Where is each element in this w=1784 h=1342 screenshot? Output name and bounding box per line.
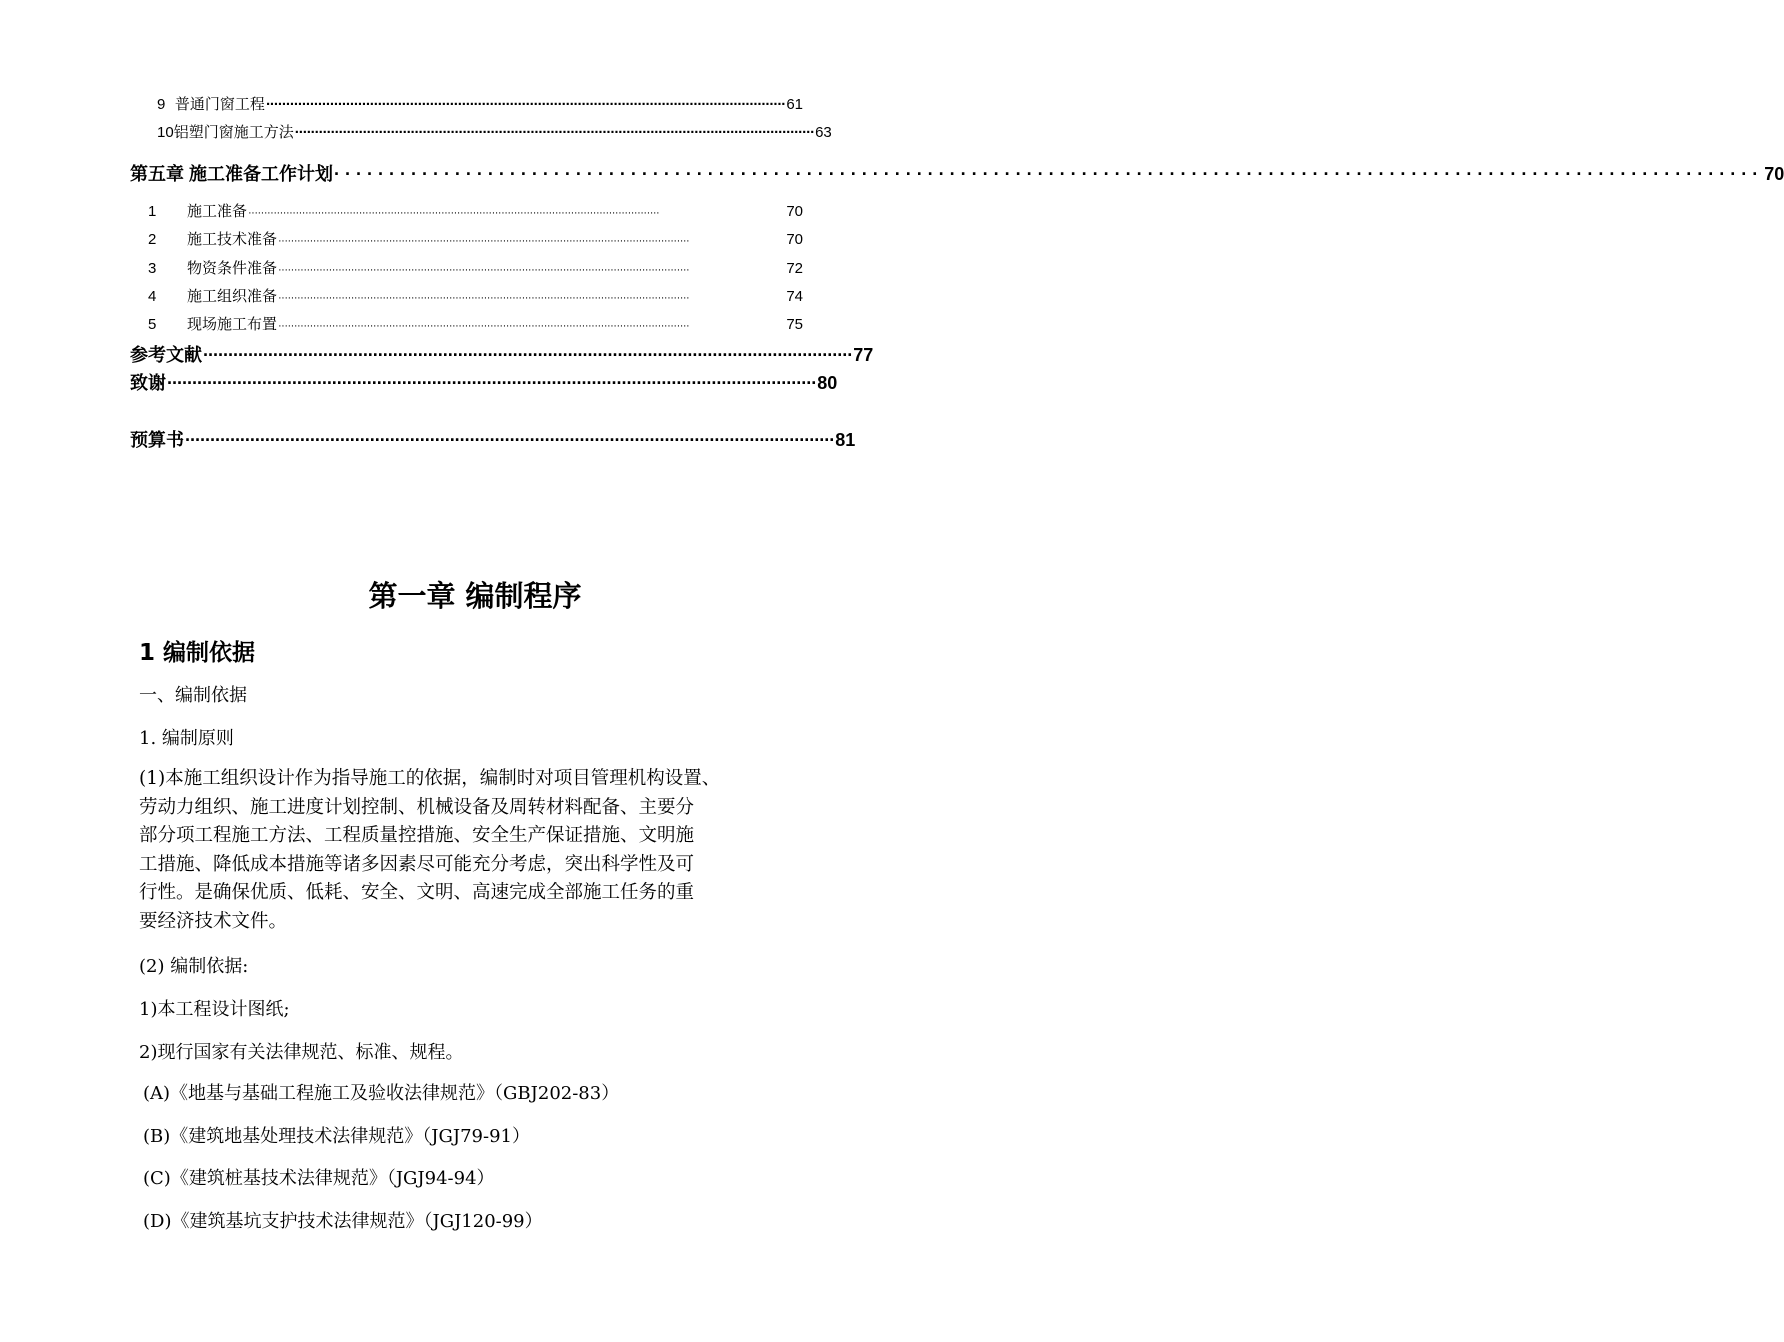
item-title: 1. 编制原则 — [139, 728, 234, 749]
toc-item[interactable] — [148, 313, 803, 334]
toc-item-number: 9 — [157, 96, 166, 113]
toc-item-page: 74 — [786, 288, 803, 305]
toc-dot-leader: ·································································································································· — [203, 345, 853, 365]
toc-chapter-title: 第五章 施工准备工作计划 — [130, 164, 333, 184]
standard-item: (C)《建筑桩基技术法律规范》（JGJ94-94） — [143, 1168, 495, 1189]
toc-item-number: 1 — [148, 203, 157, 220]
toc-thanks-title: 致谢 — [130, 373, 166, 393]
toc-references-page: 77 — [853, 345, 874, 365]
toc-item-number: 4 — [148, 288, 157, 305]
toc-chapter[interactable] — [130, 160, 1784, 186]
toc-item[interactable] — [157, 93, 803, 114]
basis-line: 2)现行国家有关法律规范、标准、规程。 — [139, 1042, 464, 1063]
toc-item[interactable] — [157, 121, 832, 142]
toc-budget-page: 81 — [835, 430, 856, 450]
item-title: (2) 编制依据: — [139, 956, 249, 977]
section-title: 1 编制依据 — [139, 640, 256, 666]
toc-item[interactable] — [148, 200, 803, 221]
toc-item-title: 施工准备 — [187, 203, 248, 220]
toc-item-page: 63 — [815, 124, 832, 141]
toc-dot-leader: ·································································································································· — [278, 264, 690, 276]
toc-item-page: 75 — [786, 316, 803, 333]
chapter-title: 第一章 编制程序 — [368, 579, 582, 613]
toc-references-title: 参考文献 — [130, 345, 202, 365]
toc-item-title: 现场施工布置 — [187, 316, 278, 333]
toc-references[interactable] — [130, 341, 874, 367]
toc-dot-leader: ·································································································································· — [248, 207, 660, 219]
toc-thanks[interactable] — [130, 369, 838, 395]
paragraph-line: 要经济技术文件。 — [139, 910, 288, 932]
toc-item-page: 72 — [786, 260, 803, 277]
toc-dot-leader: ·································································································································· — [294, 124, 815, 141]
standard-item: (D)《建筑基坑支护技术法律规范》（JGJ120-99） — [143, 1211, 543, 1232]
toc-dot-leader: ·································································································································· — [185, 430, 835, 450]
subsection-title: 一、编制依据 — [139, 685, 247, 706]
toc-item-number: 10 — [157, 124, 174, 141]
toc-dot-leader: ·································································································································· — [278, 320, 690, 332]
toc-budget-title: 预算书 — [130, 430, 184, 450]
paragraph — [139, 765, 839, 936]
toc-chapter-page: 70 — [1764, 164, 1784, 184]
standard-item: (A)《地基与基础工程施工及验收法律规范》（GBJ202-83） — [143, 1083, 620, 1104]
toc-item-page: 70 — [786, 203, 803, 220]
toc-dot-leader: ·································································································································· — [278, 235, 690, 247]
paragraph-line: 部分项工程施工方法、工程质量控措施、安全生产保证措施、文明施 — [139, 825, 695, 846]
toc-item-page: 61 — [786, 96, 803, 113]
toc-item-number: 3 — [148, 260, 157, 277]
paragraph-line: (1)本施工组织设计作为指导施工的依据，编制时对项目管理机构设置、 — [139, 768, 721, 789]
toc-dot-leader: ·································································································································· — [265, 96, 786, 113]
toc-item-page: 70 — [786, 231, 803, 248]
toc-item-title: 普通门窗工程 — [174, 96, 265, 113]
toc-item-number: 2 — [148, 231, 157, 248]
toc-dot-leader: ·································································································································· — [334, 164, 1764, 184]
toc-item[interactable] — [148, 257, 803, 278]
paragraph-line: 工措施、降低成本措施等诸多因素尽可能充分考虑，突出科学性及可 — [139, 853, 695, 875]
toc-item-title: 铝塑门窗施工方法 — [173, 124, 294, 141]
standard-item: (B)《建筑地基处理技术法律规范》（JGJ79-91） — [143, 1126, 530, 1147]
toc-budget[interactable] — [130, 426, 856, 452]
toc-item[interactable] — [148, 228, 803, 249]
toc-item-title: 物资条件准备 — [187, 260, 278, 277]
toc-item-title: 施工技术准备 — [187, 231, 278, 248]
toc-item-number: 5 — [148, 316, 157, 333]
toc-dot-leader: ·································································································································· — [278, 292, 690, 304]
paragraph-line: 行性。是确保优质、低耗、安全、文明、高速完成全部施工任务的重 — [139, 882, 695, 903]
paragraph-line: 劳动力组织、施工进度计划控制、机械设备及周转材料配备、主要分 — [139, 796, 695, 818]
toc-dot-leader: ·································································································································· — [167, 373, 817, 393]
basis-line: 1)本工程设计图纸; — [139, 999, 290, 1020]
toc-item-title: 施工组织准备 — [187, 288, 278, 305]
toc-item[interactable] — [148, 285, 803, 306]
toc-thanks-page: 80 — [817, 373, 838, 393]
